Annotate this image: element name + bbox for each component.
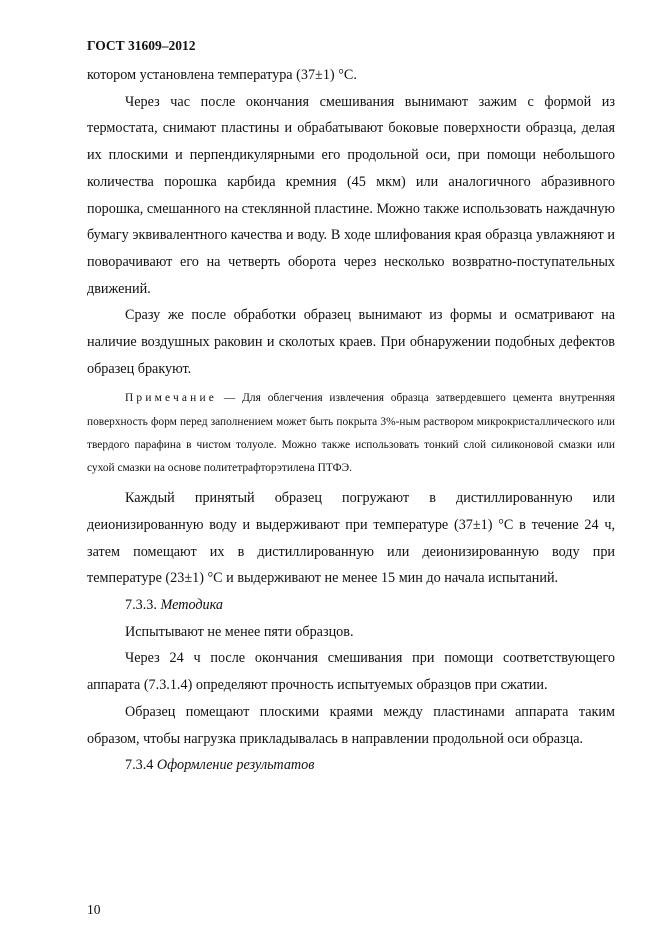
section-number-method: 7.3.3. [125,597,161,614]
paragraph-continuation: котором установлена температура (37±1) °С. [87,67,357,83]
document-header: ГОСТ 31609–2012 [87,38,196,53]
page-body [87,62,615,779]
section-heading-method [87,592,615,619]
paragraph-surface-treatment: Через час после окончания смешивания вынимают зажим с формой из термостата, снимают пластины и обрабатывают боковые поверхности образца, делая их плоскими и перпендикулярными его продольной оси, при помощи небольшого количества порошка карбида кремния (45 мкм) или аналогичного абразивного порошка, смешанного на стеклянной пластине. Можно также использовать наждачную бумагу эквивалентного качества и воду. В ходе шлифования края образца увлажняют и поворачивают его на четверть оборота через несколько возвратно-поступательных движений. [87,93,615,297]
page-number: 10 [87,902,101,917]
paragraph-inspection: Сразу же после обработки образец вынимают из формы и осматривают на наличие воздушных раковин и сколотых краев. При обнаружении подобных дефектов образец бракуют. [87,307,615,377]
section-title-method: Методика [160,597,223,614]
section-number-results: 7.3.4 [125,757,157,774]
note-block [87,387,615,480]
paragraph-placement: Образец помещают плоскими краями между пластинами аппарата таким образом, чтобы нагрузка прикладывалась в направлении продольной оси образца. [87,703,615,747]
section-title-results: Оформление результатов [156,757,315,774]
note-label: Примечание [125,392,218,405]
paragraph-immersion: Каждый принятый образец погружают в дистиллированную или деионизированную воду и выдерживают при температуре (37±1) °С в течение 24 ч, затем помещают их в дистиллированную или деионизированную воду при температуре (23±1) °С и выдерживают не менее 15 мин до начала испытаний. [87,490,615,587]
section-heading-results [87,752,615,779]
note-text: — Для облегчения извлечения образца затвердевшего цемента внутренняя поверхность форм перед заполнением может быть покрыта 3%-ным раствором микрокристаллического или твердого парафина в чистом толуоле. Можно также использовать тонкий слой силиконовой смазки или сухой смазки на основе политетрафторэтилена ПТФЭ. [87,392,615,475]
paragraph-sample-count: Испытывают не менее пяти образцов. [125,623,354,640]
paragraph-compression: Через 24 ч после окончания смешивания при помощи соответствующего аппарата (7.3.1.4) определяют прочность испытуемых образцов при сжатии. [87,650,615,694]
